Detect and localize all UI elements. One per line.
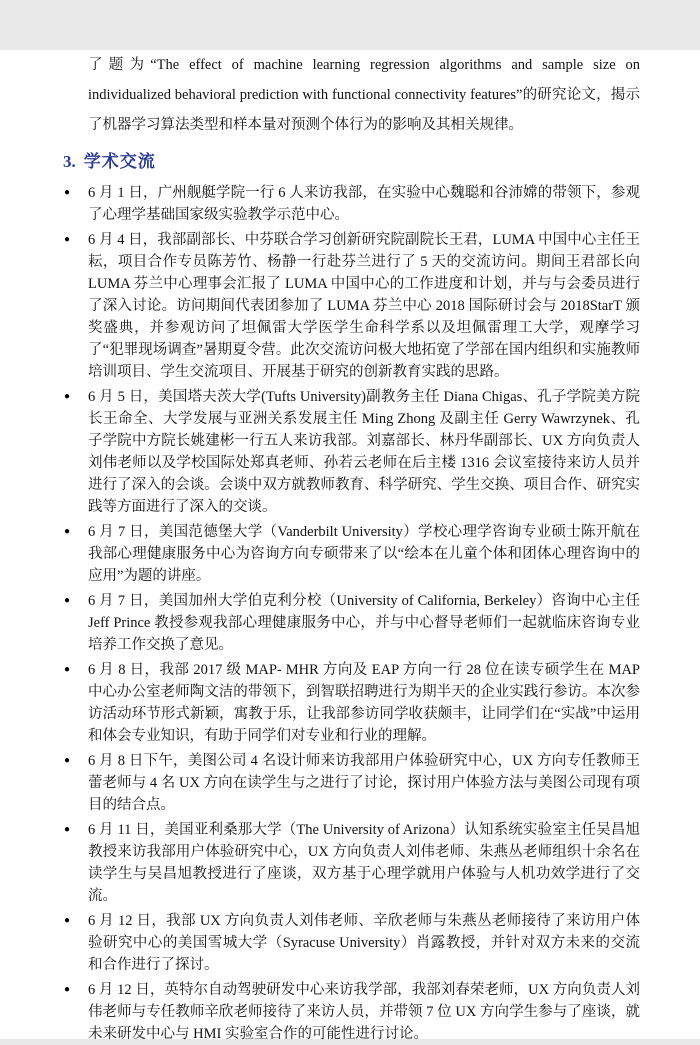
bullet-text: 6 月 7 日，美国加州大学伯克利分校（University of California, Berkeley）咨询中心主任 Jeff Prince 教授参观我部心理健康服务中心，并与中心督导老师们一起就临床咨询专业培养工作交换了意见。 [88,593,640,653]
list-item [63,659,640,747]
list-item [63,819,640,907]
list-item [63,182,640,226]
bullet-text: 6 月 11 日，美国亚利桑那大学（The University of Arizona）认知系统实验室主任吴昌旭教授来访我部用户体验研究中心，UX 方向负责人刘伟老师、朱燕丛老师组织十余名在读学生与吴昌旭教授进行了座谈，双方基于心理学就用户体验与人机功效学进行了交流。 [88,822,640,904]
section-heading [63,150,640,174]
bullet-icon: ● [64,915,71,926]
list-item [63,521,640,587]
bullet-text: 6 月 4 日，我部副部长、中芬联合学习创新研究院副院长王君，LUMA 中国中心主任王耘，项目合作专员陈芳竹、杨静一行赴芬兰进行了 5 天的交流访问。期间王君部长向 LUMA 芬兰中心理事会汇报了 LUMA 中国中心的工作进度和计划，并与与会委员进行了深入讨论。访问期间代表团参加了 LUMA 芬兰中心 2018 国际研讨会与 2018StarT 颁奖盛典，并参观访问了坦佩雷大学医学生命科学系以及坦佩雷理工大学，观摩学习了“犯罪现场调查”暑期夏令营。此次交流访问极大地拓宽了学部在国内组织和实施教师培训项目、学生交流项目、开展基于研究的创新教育实践的思路。 [88,232,640,380]
bullet-text: 6 月 12 日，我部 UX 方向负责人刘伟老师、辛欣老师与朱燕丛老师接待了来访用户体验研究中心的美国雪城大学（Syracuse University）肖露教授，并针对双方未来的交流和合作进行了探讨。 [88,913,640,973]
bullet-icon: ● [64,187,71,198]
list-item [63,979,640,1045]
list-item [63,386,640,518]
bullet-icon: ● [64,595,71,606]
section-number: 3. [63,152,76,171]
bullet-list [63,182,640,1045]
list-item [63,590,640,656]
bullet-icon: ● [64,391,71,402]
bullet-text: 6 月 8 日，我部 2017 级 MAP- MHR 方向及 EAP 方向一行 28 位在读专硕学生在 MAP 中心办公室老师陶文洁的带领下，到智联招聘进行为期半天的企业实践行参访。本次参访活动环节形式新颖，寓教于乐，让我部参访同学收获颇丰，让同学们在“实战”中运用和体会专业知识，有助于同学们对专业和行业的理解。 [88,662,640,744]
section-title: 学术交流 [83,152,156,171]
bullet-text: 6 月 5 日，美国塔夫茨大学(Tufts University)副教务主任 Diana Chigas、孔子学院美方院长王命全、大学发展与亚洲关系发展主任 Ming Zhong 及副主任 Gerry Wawrzynek、孔子学院中方院长姚建彬一行五人来访我部。刘嘉部长、林丹华副部长、UX 方向负责人刘伟老师以及学校国际处郑真老师、孙若云老师在后主楼 1316 会议室接待来访人员并进行了深入的会谈。会谈中双方就教师教育、科学研究、学生交换、项目合作、研究实践等方面进行了深入的交谈。 [88,389,640,515]
bullet-icon: ● [64,755,71,766]
bullet-text: 6 月 7 日，美国范德堡大学（Vanderbilt University）学校心理学咨询专业硕士陈开航在我部心理健康服务中心为咨询方向专硕带来了以“绘本在儿童个体和团体心理咨询中的应用”为题的讲座。 [88,524,640,584]
bullet-icon: ● [64,526,71,537]
bullet-text: 6 月 12 日，英特尔自动驾驶研发中心来访我学部，我部刘春荣老师，UX 方向负责人刘伟老师与专任教师辛欣老师接待了来访人员，并带领 7 位 UX 方向学生参与了座谈，就未来研发中心与 HMI 实验室合作的可能性进行讨论。 [88,982,640,1042]
bullet-text: 6 月 1 日，广州舰艇学院一行 6 人来访我部，在实验中心魏聪和谷沛嫦的带领下，参观了心理学基础国家级实验教学示范中心。 [88,185,640,223]
bullet-icon: ● [64,664,71,675]
bullet-text: 6 月 8 日下午，美图公司 4 名设计师来访我部用户体验研究中心，UX 方向专任教师王蕾老师与 4 名 UX 方向在读学生与之进行了讨论，探讨用户体验方法与美图公司现有项目的结合点。 [88,753,640,813]
bullet-icon: ● [64,984,71,995]
bullet-icon: ● [64,824,71,835]
intro-paragraph: 了题为“The effect of machine learning regression algorithms and sample size on individualized behavioral prediction with functional connectivity features”的研究论文，揭示了机器学习算法类型和样本量对预测个体行为的影响及其相关规律。 [88,57,640,133]
document-page [0,50,700,1042]
list-item [63,910,640,976]
bullet-icon: ● [64,234,71,245]
list-item [63,229,640,383]
list-item [63,750,640,816]
